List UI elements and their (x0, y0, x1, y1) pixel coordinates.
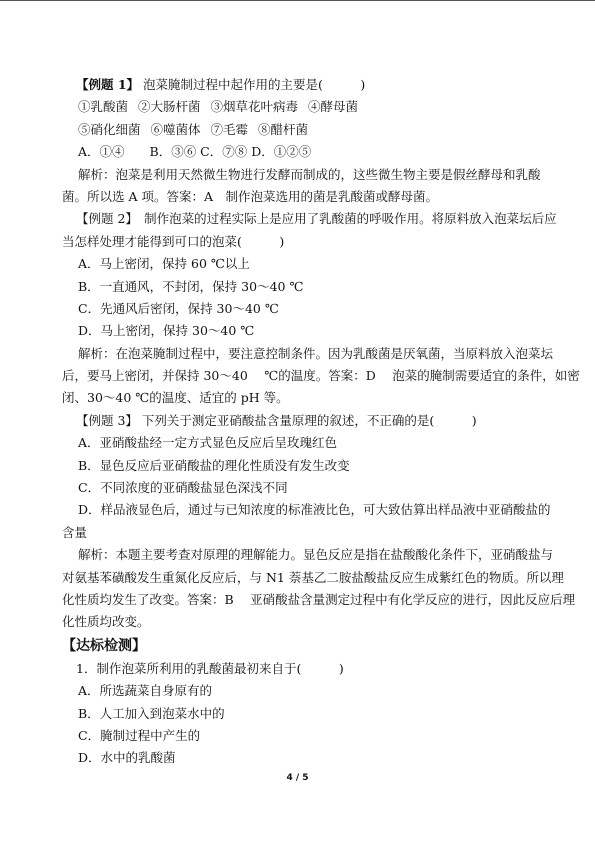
example1-item: ③烟草花叶病毒 (210, 99, 299, 115)
example2-analysis-line: 闭、30～40 ℃的温度、适宜的 pH 等。 (62, 390, 289, 406)
example3-option-a: A．亚硝酸盐经一定方式显色反应后呈玫瑰红色 (78, 435, 338, 451)
example3-stem-line: 【例题 3】 下列关于测定亚硝酸盐含量原理的叙述，不正确的是( ) (76, 412, 477, 428)
example3-analysis-line: 化性质均改变。 (62, 614, 150, 630)
top-border-line (0, 0, 595, 1)
example3-option-c: C．不同浓度的亚硝酸盐显色深浅不同 (78, 480, 288, 496)
example3-analysis-line: 化性质均发生了改变。答案：B 亚硝酸盐含量测定过程中有化学反应的进行，因此反应后理 (62, 591, 576, 607)
example2-analysis-line: 后，要马上密闭，并保持 30～40 ℃的温度。答案：D 泡菜的腌制需要适宜的条件，如密 (62, 368, 580, 384)
page-number: 4 / 5 (286, 773, 309, 783)
example3-analysis-line: 对氨基苯磺酸发生重氮化反应后，与 N1 萘基乙二胺盐酸盐反应生成紫红色的物质。所以理 (62, 569, 564, 585)
example3-analysis-line: 解析：本题主要考查对原理的理解能力。显色反应是指在盐酸酸化条件下，亚硝酸盐与 (78, 547, 554, 563)
example1-item: ②大肠杆菌 (138, 99, 201, 115)
example1-stem: 泡菜腌制过程中起作用的主要是( ) (143, 77, 366, 92)
example1-item: ⑤硝化细菌 (78, 121, 141, 137)
example2-option-d: D．马上密闭，保持 30～40 ℃ (78, 323, 255, 339)
example2-option-a: A．马上密闭，保持 60 ℃以上 (78, 256, 250, 272)
example2-option-c: C．先通风后密闭，保持 30～40 ℃ (78, 300, 279, 316)
example1-item: ⑥噬菌体 (150, 121, 201, 137)
question1-option-a: A．所选蔬菜自身原有的 (78, 683, 213, 699)
question1-option-b: B．人工加入到泡菜水中的 (78, 705, 225, 721)
question1-option-d: D．水中的乳酸菌 (78, 750, 176, 766)
example2-option-b: B．一直通风，不封闭，保持 30～40 ℃ (78, 278, 304, 294)
example1-item: ④酵母菌 (308, 99, 359, 115)
example1-item: ⑧醋杆菌 (258, 121, 309, 137)
section-title: 【达标检测】 (62, 637, 146, 654)
example1-items-row1 (76, 96, 526, 118)
example1-items-row2 (76, 119, 526, 141)
question1-option-c: C．腌制过程中产生的 (78, 727, 201, 743)
question1-stem: 1．制作泡菜所利用的乳酸菌最初来自于( ) (76, 660, 344, 676)
example1-item: ①乳酸菌 (78, 99, 129, 115)
example1-analysis-line: 菌。所以选 A 项。答案：A 制作泡菜选用的菌是乳酸菌或酵母菌。 (62, 188, 439, 204)
example3-option-d-cont: 含量 (62, 524, 88, 540)
page-content (62, 74, 580, 770)
example1-stem-line (76, 74, 526, 96)
example1-analysis-line: 解析：泡菜是利用天然微生物进行发酵而制成的，这些微生物主要是假丝酵母和乳酸 (78, 166, 541, 182)
example1-choices: A．①④ B．③⑥ C．⑦⑧ D．①②⑤ (78, 144, 312, 160)
example2-analysis-line: 解析：在泡菜腌制过程中，要注意控制条件。因为乳酸菌是厌氧菌，当原料放入泡菜坛 (78, 345, 554, 361)
example3-option-d: D．样品液显色后，通过与已知浓度的标准液比色，可大致估算出样品液中亚硝酸盐的 (78, 502, 551, 518)
example1-title: 【例题 1】 (76, 77, 140, 92)
example2-stem-line: 【例题 2】 制作泡菜的过程实际上是应用了乳酸菌的呼吸作用。将原料放入泡菜坛后应 (76, 211, 557, 227)
example3-option-b: B．显色反应后亚硝酸盐的理化性质没有发生改变 (78, 457, 350, 473)
example1-item: ⑦毛霉 (210, 121, 249, 137)
example2-stem-line: 当怎样处理才能得到可口的泡菜( ) (62, 233, 285, 249)
